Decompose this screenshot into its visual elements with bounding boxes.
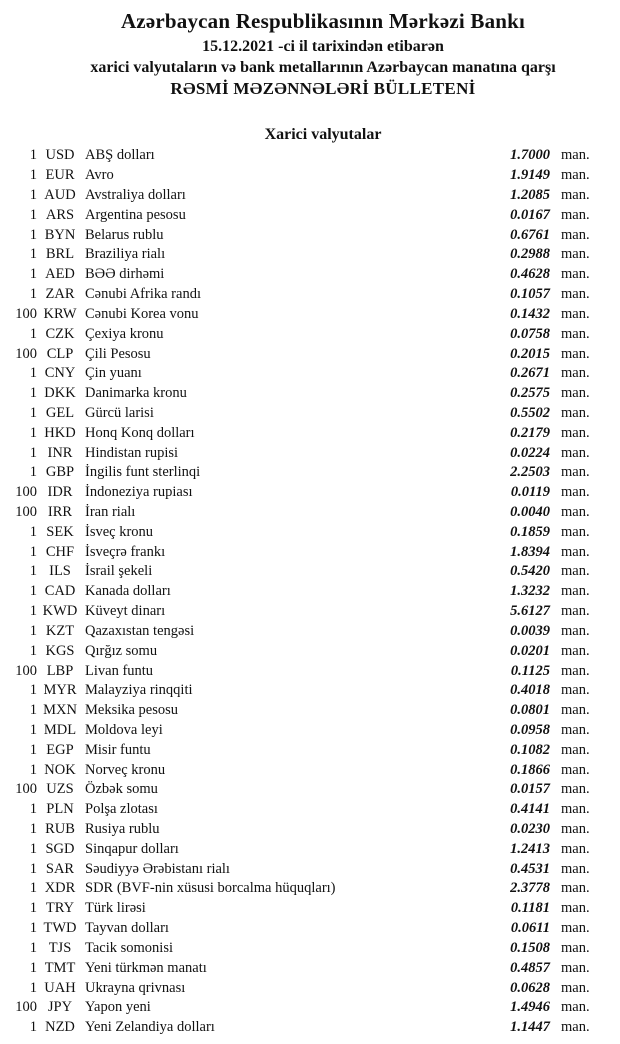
nominal-value: 1 (29, 721, 37, 738)
rate-row (0, 958, 620, 978)
unit-label: man. (561, 741, 590, 758)
unit-label: man. (561, 246, 590, 263)
rate-row (0, 978, 620, 998)
rate-row (0, 522, 620, 542)
rate-value: 0.1125 (510, 662, 550, 679)
rate-value: 0.0801 (510, 702, 550, 719)
currency-code: KRW (43, 305, 77, 322)
bank-name-title: Azərbaycan Respublikasının Mərkəzi Bankı (120, 9, 526, 33)
currency-name: Argentina pesosu (85, 206, 186, 223)
currency-code: MDL (43, 721, 77, 738)
nominal-value: 1 (29, 1019, 37, 1036)
currency-name: Avstraliya dolları (85, 187, 186, 204)
unit-label: man. (561, 959, 590, 976)
rate-row (0, 542, 620, 562)
currency-name: Gürcü larisi (85, 404, 154, 421)
unit-label: man. (561, 424, 590, 441)
nominal-value: 100 (15, 345, 37, 362)
rate-value: 0.0119 (510, 484, 550, 501)
currency-code: TJS (48, 939, 72, 956)
nominal-value: 1 (29, 741, 37, 758)
rate-value: 0.0958 (510, 721, 550, 738)
rate-row (0, 463, 620, 483)
currency-name: Türk lirəsi (85, 900, 146, 917)
rate-value: 0.1082 (510, 741, 550, 758)
nominal-value: 1 (29, 622, 37, 639)
nominal-value: 1 (29, 266, 37, 283)
currency-name: Özbək somu (85, 781, 158, 798)
rate-row (0, 324, 620, 344)
rate-row (0, 622, 620, 642)
currency-name: Livan funtu (85, 662, 154, 679)
rate-row (0, 899, 620, 919)
unit-label: man. (561, 781, 590, 798)
currency-code: KWD (42, 603, 78, 620)
rate-row (0, 186, 620, 206)
rate-value: 0.2988 (510, 246, 550, 263)
currency-name: SDR (BVF-nin xüsusi borcalma hüquqları) (85, 880, 336, 897)
nominal-value: 1 (29, 801, 37, 818)
nominal-value: 1 (29, 939, 37, 956)
rate-value: 0.1508 (510, 939, 550, 956)
rate-row (0, 760, 620, 780)
rate-value: 0.2179 (510, 424, 550, 441)
unit-label: man. (561, 920, 590, 937)
currency-code: HKD (44, 424, 76, 441)
rate-value: 0.4141 (510, 801, 550, 818)
currency-name: Tayvan dolları (85, 920, 169, 937)
section-title-foreign-currencies: Xarici valyutalar (264, 126, 382, 143)
rate-row (0, 879, 620, 899)
currency-name: İsveçrə frankı (85, 543, 166, 560)
effective-date-line: 15.12.2021 -ci il tarixindən etibarən (202, 38, 444, 55)
rate-value: 0.0611 (510, 920, 550, 937)
nominal-value: 1 (29, 959, 37, 976)
nominal-value: 1 (29, 900, 37, 917)
rate-row (0, 641, 620, 661)
rate-row (0, 800, 620, 820)
unit-label: man. (561, 385, 590, 402)
currency-name: Çili Pesosu (85, 345, 151, 362)
unit-label: man. (561, 1019, 590, 1036)
bulletin-title: RƏSMİ MƏZƏNNƏLƏRİ BÜLLETENİ (170, 79, 476, 98)
currency-name: Çexiya kronu (85, 325, 164, 342)
unit-label: man. (561, 702, 590, 719)
rate-value: 0.0224 (510, 444, 550, 461)
nominal-value: 1 (29, 583, 37, 600)
rate-row (0, 146, 620, 166)
unit-label: man. (561, 682, 590, 699)
rate-row (0, 721, 620, 741)
currency-name: Kanada dolları (85, 583, 171, 600)
currency-name: İsveç kronu (85, 523, 154, 540)
nominal-value: 1 (29, 246, 37, 263)
rate-row (0, 602, 620, 622)
nominal-value: 1 (29, 226, 37, 243)
unit-label: man. (561, 840, 590, 857)
rate-value: 0.0039 (510, 622, 550, 639)
nominal-value: 100 (15, 781, 37, 798)
unit-label: man. (561, 325, 590, 342)
currency-code: USD (45, 147, 75, 164)
unit-label: man. (561, 404, 590, 421)
unit-label: man. (561, 444, 590, 461)
nominal-value: 1 (29, 702, 37, 719)
unit-label: man. (561, 583, 590, 600)
rate-row (0, 740, 620, 760)
currency-name: Norveç kronu (85, 761, 166, 778)
currency-code: SAR (45, 860, 75, 877)
nominal-value: 1 (29, 424, 37, 441)
currency-name: İran rialı (85, 504, 136, 521)
rate-row (0, 443, 620, 463)
rate-row (0, 205, 620, 225)
rate-row (0, 839, 620, 859)
nominal-value: 1 (29, 821, 37, 838)
rate-row (0, 681, 620, 701)
currency-code: CNY (44, 365, 76, 382)
currency-name: Yapon yeni (85, 999, 151, 1016)
currency-code: JPY (47, 999, 73, 1016)
nominal-value: 1 (29, 563, 37, 580)
rate-row (0, 661, 620, 681)
nominal-value: 1 (29, 444, 37, 461)
nominal-value: 1 (29, 979, 37, 996)
currency-name: Yeni türkmən manatı (85, 959, 207, 976)
unit-label: man. (561, 662, 590, 679)
rate-value: 0.4857 (510, 959, 550, 976)
subject-line: xarici valyutaların və bank metallarının Azərbaycan manatına qarşı (90, 59, 556, 76)
unit-label: man. (561, 860, 590, 877)
rate-value: 1.2085 (510, 187, 550, 204)
currency-code: CHF (45, 543, 75, 560)
currency-code: CAD (44, 583, 76, 600)
currency-code: EUR (45, 167, 75, 184)
nominal-value: 1 (29, 385, 37, 402)
rate-row (0, 1018, 620, 1038)
rate-value: 0.0628 (510, 979, 550, 996)
rate-value: 0.6761 (510, 226, 550, 243)
unit-label: man. (561, 979, 590, 996)
unit-label: man. (561, 801, 590, 818)
currency-code: LBP (46, 662, 74, 679)
rate-value: 0.0040 (510, 504, 550, 521)
nominal-value: 1 (29, 286, 37, 303)
rate-row (0, 939, 620, 959)
nominal-value: 1 (29, 147, 37, 164)
unit-label: man. (561, 563, 590, 580)
currency-name: Qazaxıstan tengəsi (85, 622, 195, 639)
unit-label: man. (561, 880, 590, 897)
currency-name: Honq Konq dolları (85, 424, 195, 441)
nominal-value: 1 (29, 543, 37, 560)
rate-value: 1.8394 (510, 543, 550, 560)
rate-row (0, 364, 620, 384)
nominal-value: 1 (29, 206, 37, 223)
unit-label: man. (561, 603, 590, 620)
currency-code: UZS (46, 781, 74, 798)
rate-value: 0.4018 (510, 682, 550, 699)
unit-label: man. (561, 761, 590, 778)
currency-code: TRY (45, 900, 75, 917)
unit-label: man. (561, 464, 590, 481)
currency-code: SGD (45, 840, 75, 857)
currency-name: Tacik somonisi (85, 939, 173, 956)
currency-name: Cənubi Afrika randı (85, 286, 201, 303)
rate-row (0, 285, 620, 305)
rate-row (0, 423, 620, 443)
nominal-value: 100 (15, 504, 37, 521)
currency-code: ILS (49, 563, 71, 580)
currency-name: Malayziya rinqqiti (85, 682, 193, 699)
currency-code: MXN (43, 702, 77, 719)
rate-row (0, 701, 620, 721)
currency-name: Ukrayna qrivnası (85, 979, 186, 996)
rate-value: 1.7000 (510, 147, 550, 164)
currency-code: TWD (43, 920, 77, 937)
unit-label: man. (561, 167, 590, 184)
currency-code: EGP (46, 741, 74, 758)
currency-name: Çin yuanı (85, 365, 142, 382)
rate-value: 0.0167 (510, 206, 550, 223)
rate-value: 2.2503 (510, 464, 550, 481)
currency-name: Danimarka kronu (85, 385, 187, 402)
currency-name: Qırğız somu (85, 642, 158, 659)
currency-code: UAH (44, 979, 76, 996)
nominal-value: 1 (29, 880, 37, 897)
currency-name: Rusiya rublu (85, 821, 160, 838)
rate-row (0, 245, 620, 265)
rate-row (0, 483, 620, 503)
nominal-value: 1 (29, 167, 37, 184)
unit-label: man. (561, 900, 590, 917)
currency-code: CZK (45, 325, 75, 342)
unit-label: man. (561, 721, 590, 738)
unit-label: man. (561, 939, 590, 956)
unit-label: man. (561, 622, 590, 639)
currency-code: IRR (47, 504, 73, 521)
currency-name: İsrail şekeli (85, 563, 153, 580)
rate-value: 5.6127 (510, 603, 550, 620)
unit-label: man. (561, 642, 590, 659)
currency-code: KZT (45, 622, 75, 639)
currency-code: MYR (43, 682, 77, 699)
rate-value: 0.1057 (510, 286, 550, 303)
currency-code: NZD (45, 1019, 75, 1036)
currency-name: İndoneziya rupiası (85, 484, 193, 501)
rate-value: 0.1866 (510, 761, 550, 778)
unit-label: man. (561, 206, 590, 223)
rate-row (0, 166, 620, 186)
unit-label: man. (561, 999, 590, 1016)
rate-row (0, 582, 620, 602)
nominal-value: 1 (29, 187, 37, 204)
currency-name: İngilis funt sterlinqi (85, 464, 201, 481)
currency-code: PLN (46, 801, 74, 818)
nominal-value: 1 (29, 325, 37, 342)
rate-row (0, 384, 620, 404)
currency-name: Misir funtu (85, 741, 151, 758)
nominal-value: 1 (29, 860, 37, 877)
nominal-value: 1 (29, 920, 37, 937)
unit-label: man. (561, 147, 590, 164)
currency-code: CLP (46, 345, 74, 362)
exchange-rates-table (0, 146, 620, 1038)
rate-value: 0.0758 (510, 325, 550, 342)
currency-name: BƏƏ dirhəmi (85, 266, 165, 283)
currency-name: Cənubi Korea vonu (85, 305, 199, 322)
currency-name: ABŞ dolları (85, 147, 155, 164)
unit-label: man. (561, 187, 590, 204)
currency-code: IDR (47, 484, 73, 501)
rate-row (0, 919, 620, 939)
rate-value: 0.4628 (510, 266, 550, 283)
nominal-value: 1 (29, 523, 37, 540)
nominal-value: 100 (15, 999, 37, 1016)
rate-row (0, 404, 620, 424)
currency-name: Meksika pesosu (85, 702, 179, 719)
unit-label: man. (561, 305, 590, 322)
nominal-value: 100 (15, 484, 37, 501)
rate-value: 1.3232 (510, 583, 550, 600)
nominal-value: 1 (29, 761, 37, 778)
rate-row (0, 344, 620, 364)
rate-row (0, 820, 620, 840)
nominal-value: 1 (29, 642, 37, 659)
rate-value: 0.1181 (510, 900, 550, 917)
rate-value: 0.2575 (510, 385, 550, 402)
currency-code: XDR (44, 880, 76, 897)
rate-value: 0.0201 (510, 642, 550, 659)
nominal-value: 100 (15, 305, 37, 322)
rate-row (0, 780, 620, 800)
nominal-value: 1 (29, 603, 37, 620)
rate-row (0, 305, 620, 325)
rate-row (0, 503, 620, 523)
rate-value: 1.9149 (510, 167, 550, 184)
rate-value: 0.1859 (510, 523, 550, 540)
currency-code: ARS (45, 206, 75, 223)
currency-code: BYN (44, 226, 76, 243)
rate-value: 0.0157 (510, 781, 550, 798)
rate-value: 0.0230 (510, 821, 550, 838)
unit-label: man. (561, 484, 590, 501)
currency-code: RUB (45, 821, 75, 838)
rate-row (0, 265, 620, 285)
unit-label: man. (561, 504, 590, 521)
currency-name: Sinqapur dolları (85, 840, 179, 857)
nominal-value: 1 (29, 404, 37, 421)
currency-name: Moldova leyi (85, 721, 163, 738)
rate-value: 0.1432 (510, 305, 550, 322)
nominal-value: 1 (29, 464, 37, 481)
currency-name: Belarus rublu (85, 226, 164, 243)
rate-value: 0.5420 (510, 563, 550, 580)
rate-value: 0.2015 (510, 345, 550, 362)
currency-name: Avro (85, 167, 114, 184)
currency-code: KGS (45, 642, 75, 659)
unit-label: man. (561, 226, 590, 243)
nominal-value: 1 (29, 682, 37, 699)
currency-code: NOK (44, 761, 76, 778)
rate-value: 0.4531 (510, 860, 550, 877)
currency-code: DKK (44, 385, 76, 402)
currency-name: Küveyt dinarı (85, 603, 166, 620)
currency-code: SEK (46, 523, 74, 540)
rate-row (0, 562, 620, 582)
unit-label: man. (561, 286, 590, 303)
currency-name: Polşa zlotası (85, 801, 158, 818)
currency-name: Braziliya rialı (85, 246, 166, 263)
bulletin-header (0, 8, 620, 100)
unit-label: man. (561, 821, 590, 838)
currency-code: GEL (45, 404, 75, 421)
currency-code: INR (47, 444, 73, 461)
unit-label: man. (561, 345, 590, 362)
nominal-value: 1 (29, 365, 37, 382)
currency-name: Səudiyyə Ərəbistanı rialı (85, 860, 230, 877)
currency-code: BRL (45, 246, 75, 263)
rate-value: 0.5502 (510, 404, 550, 421)
currency-code: AUD (44, 187, 76, 204)
currency-name: Yeni Zelandiya dolları (85, 1019, 215, 1036)
rate-value: 1.4946 (510, 999, 550, 1016)
rate-row (0, 998, 620, 1018)
unit-label: man. (561, 523, 590, 540)
rate-row (0, 225, 620, 245)
rate-value: 1.1447 (510, 1019, 550, 1036)
nominal-value: 1 (29, 840, 37, 857)
rate-value: 0.2671 (510, 365, 550, 382)
currency-name: Hindistan rupisi (85, 444, 179, 461)
currency-code: TMT (44, 959, 76, 976)
currency-code: AED (45, 266, 75, 283)
unit-label: man. (561, 543, 590, 560)
rate-value: 1.2413 (510, 840, 550, 857)
currency-code: ZAR (45, 286, 75, 303)
currency-code: GBP (45, 464, 75, 481)
unit-label: man. (561, 266, 590, 283)
rate-value: 2.3778 (510, 880, 550, 897)
nominal-value: 100 (15, 662, 37, 679)
rate-row (0, 859, 620, 879)
unit-label: man. (561, 365, 590, 382)
